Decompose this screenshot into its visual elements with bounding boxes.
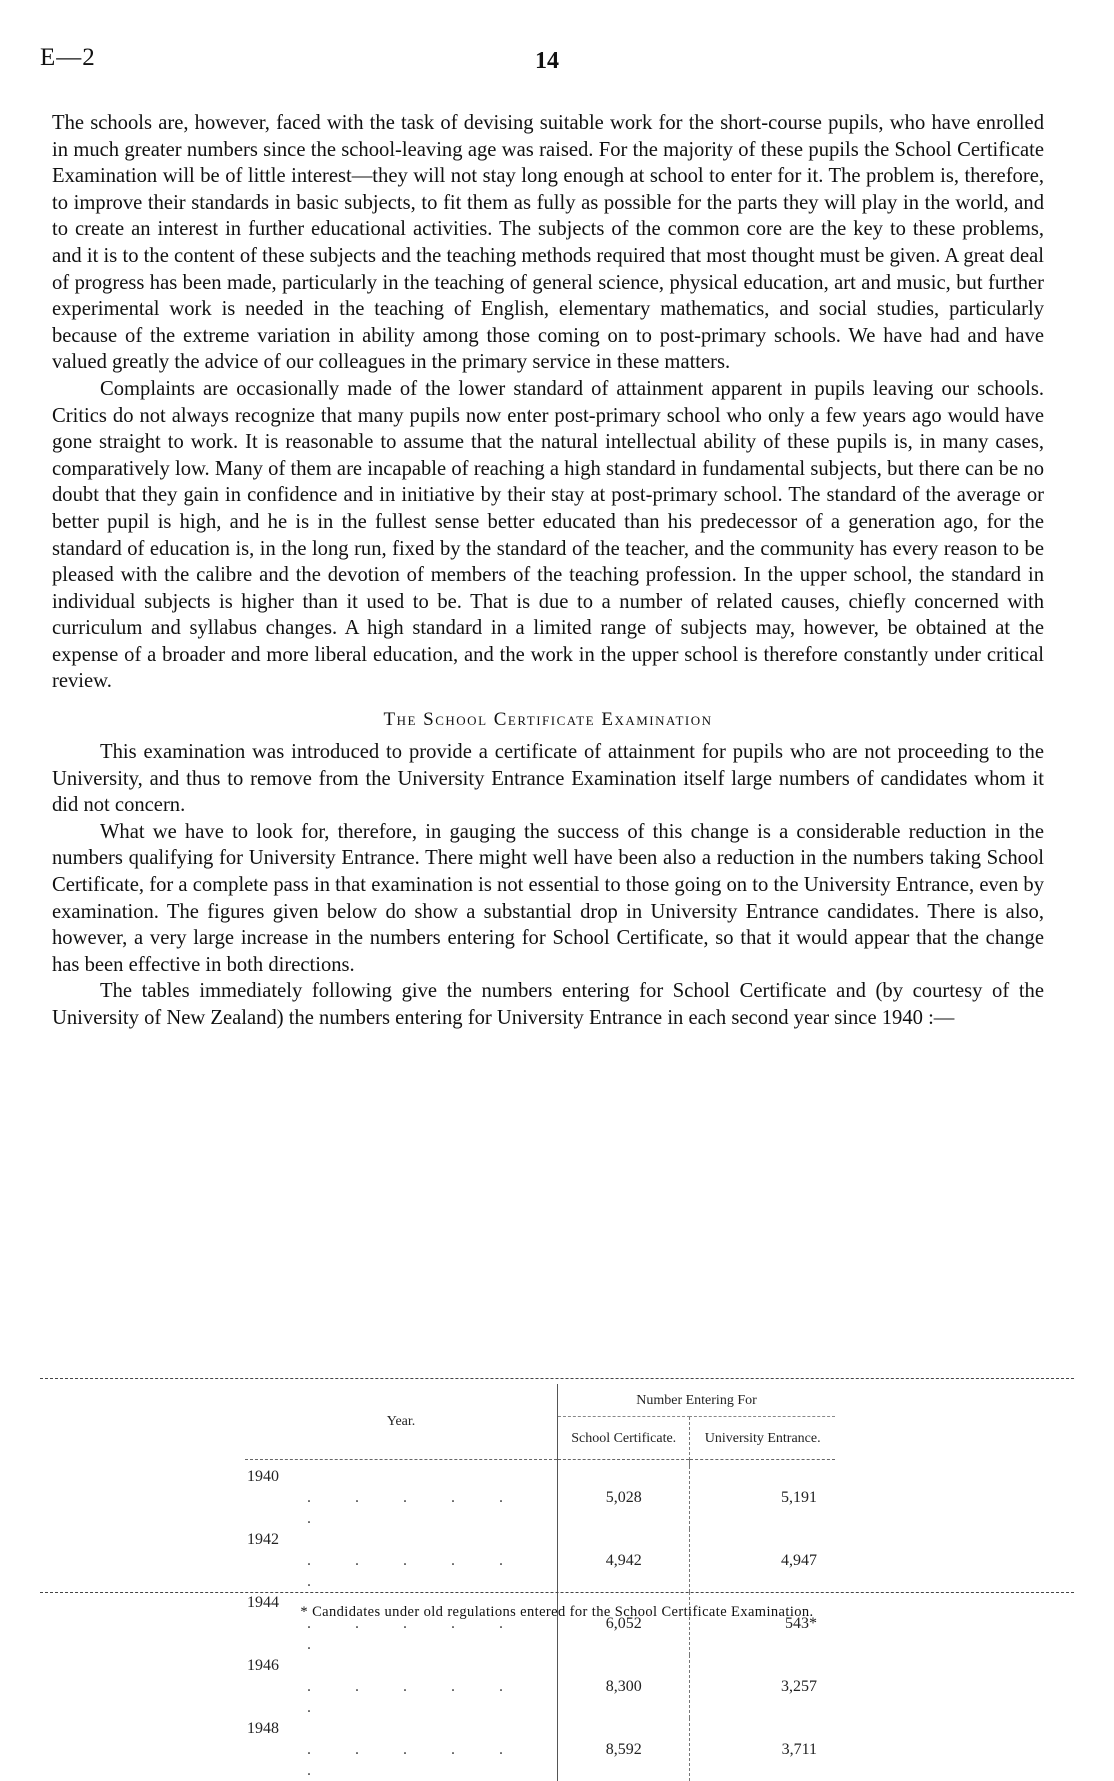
- table-bottom-rule: [40, 1592, 1074, 1593]
- paragraph: Complaints are occasionally made of the lower standard of attainment apparent in pupils leaving our schools. Critics do not always recognize that many pupils now enter post-primary school who only a few years ago would have gone straight to work. It is reasonable to assume that the natural intellectual ability of these pupils is, in many cases, comparatively low. Many of them are incapable of reaching a high standard in fundamental subjects, but there can be no doubt that they gain in confidence and in initiative by their stay at post-primary school. The standard of the average or better pupil is high, and he is in the fullest sense better educated than his predecessor of a generation ago, for the standard of education is, in the long run, fixed by the standard of the teacher, and the community has every reason to be pleased with the calibre and the devotion of members of the teaching profession. In the upper school, the standard in individual subjects is higher than it used to be. That is due to a number of related causes, chiefly concerned with curriculum and syllabus changes. A high standard in a limited range of subjects may, however, be obtained at the expense of a broader and more liberal education, and the work in the upper school is therefore constantly under critical review.: [52, 377, 1044, 693]
- school-certificate-cell: 4,942: [558, 1529, 690, 1592]
- year-cell: 1942. . . . . .: [247, 1531, 523, 1590]
- table-row: [245, 1466, 835, 1529]
- table-row: [245, 1592, 835, 1655]
- table-top-rule: [40, 1378, 1074, 1379]
- paragraph: This examination was introduced to provide a certificate of attainment for pupils who are not proceeding to the University, and thus to remove from the University Entrance Examination itself large numbers of candidates whom it did not concern.: [52, 741, 1044, 817]
- entries-table: [245, 1384, 835, 1781]
- page-reference: E—2: [40, 44, 96, 71]
- year-cell: 1940. . . . . .: [247, 1468, 523, 1527]
- year-cell: 1948. . . . . .: [247, 1720, 523, 1779]
- page-number: 14: [535, 48, 559, 74]
- school-certificate-cell: 8,300: [558, 1655, 690, 1718]
- paragraph: The schools are, however, faced with the task of devising suitable work for the short-course pupils, who have enrolled in much greater numbers since the school-leaving age was raised. For the majority of these pupils the School Certificate Examination will be of little interest—they will not stay long enough at school to enter for it. The problem is, therefore, to improve their standards in basic subjects, to fit them as fully as possible for the parts they will play in the world, and to create an interest in further educational activities. The subjects of the common core are the key to these problems, and it is to the content of these subjects and the teaching methods required that most thought must be given. A great deal of progress has been made, particularly in the teaching of general science, physical education, art and music, but further experimental work is needed in the teaching of English, elementary mathematics, and social studies, particularly because of the extreme variation in ability among those coming on to post-primary schools. We have had and have valued greatly the advice of our colleagues in the primary service in these matters.: [52, 112, 1044, 374]
- school-certificate-header: School Certificate.: [558, 1417, 690, 1460]
- table-row: [245, 1529, 835, 1592]
- year-cell: 1946. . . . . .: [247, 1657, 523, 1716]
- university-entrance-header: University Entrance.: [690, 1417, 835, 1460]
- body-text: [52, 110, 1044, 1032]
- year-cell: 1944. . . . . .: [247, 1594, 523, 1653]
- table-row: [245, 1655, 835, 1718]
- school-certificate-cell: 8,592: [558, 1718, 690, 1781]
- section-heading: The School Certificate Examination: [383, 709, 713, 731]
- paragraph: What we have to look for, therefore, in gauging the success of this change is a considerable reduction in the numbers qualifying for University Entrance. There might well have been also a reduction in the numbers taking School Certificate, for a complete pass in that examination is not essential to those going on to the University Entrance, even by examination. The figures given below do show a substantial drop in University Entrance candidates. There is also, however, a very large increase in the numbers entering for School Certificate, so that it would appear that the change has been effective in both directions.: [52, 820, 1044, 976]
- university-entrance-cell: 3,711: [690, 1718, 835, 1781]
- university-entrance-cell: 5,191: [690, 1466, 835, 1529]
- university-entrance-cell: 3,257: [690, 1655, 835, 1718]
- university-entrance-cell: 4,947: [690, 1529, 835, 1592]
- school-certificate-cell: 6,052: [558, 1592, 690, 1655]
- university-entrance-cell: 543*: [690, 1592, 835, 1655]
- footnote: * Candidates under old regulations entered for the School Certificate Examination.: [300, 1604, 814, 1620]
- paragraph: The tables immediately following give the numbers entering for School Certificate and (by courtesy of the University of New Zealand) the numbers entering for University Entrance in each second year since 1940 :—: [52, 980, 1044, 1029]
- number-entering-header: Number Entering For: [558, 1384, 836, 1417]
- year-column-header: Year.: [386, 1414, 416, 1429]
- table-row: [245, 1718, 835, 1781]
- school-certificate-cell: 5,028: [558, 1466, 690, 1529]
